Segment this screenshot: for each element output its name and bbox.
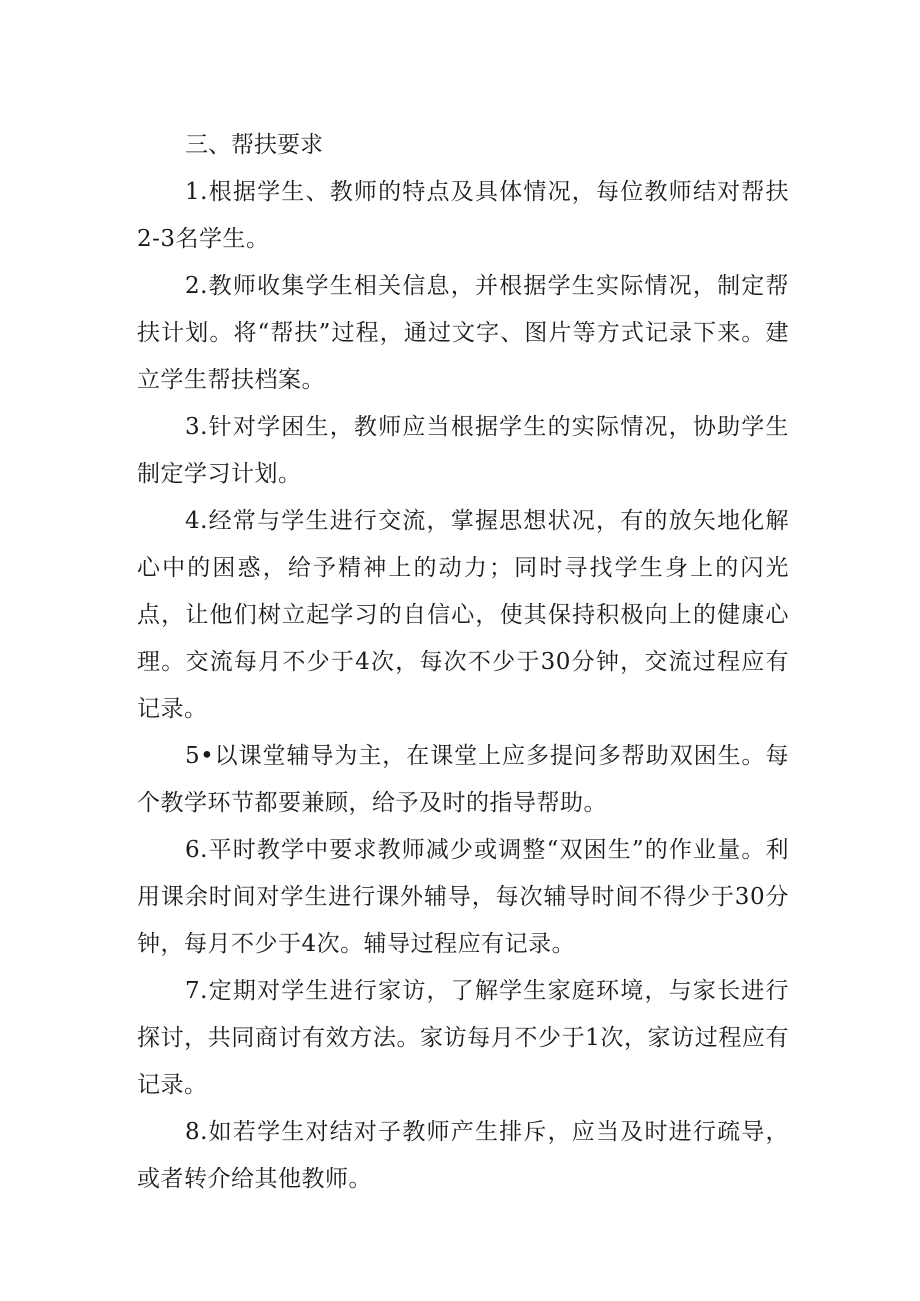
document-body xyxy=(137,122,789,1203)
requirement-item-2: 2.教师收集学生相关信息，并根据学生实际情况，制定帮扶计划。将“帮扶”过程，通过文字、图片等方式记录下来。建立学生帮扶档案。 xyxy=(137,273,789,393)
requirement-item-3: 3.针对学困生，教师应当根据学生的实际情况，协助学生制定学习计划。 xyxy=(137,414,789,487)
requirement-item-1: 1.根据学生、教师的特点及具体情况，每位教师结对帮扶2-3名学生。 xyxy=(137,179,789,252)
requirement-item-5: 5•以课堂辅导为主，在课堂上应多提问多帮助双困生。每个教学环节都要兼顾，给予及时的指导帮助。 xyxy=(137,743,789,816)
section-heading: 三、帮扶要求 xyxy=(185,132,323,158)
requirement-item-8: 8.如若学生对结对子教师产生排斥，应当及时进行疏导，或者转介给其他教师。 xyxy=(137,1119,789,1192)
requirement-item-4: 4.经常与学生进行交流，掌握思想状况，有的放矢地化解心中的困惑，给予精神上的动力；同时寻找学生身上的闪光点，让他们树立起学习的自信心，使其保持积极向上的健康心理。交流每月不少于4次，每次不少于30分钟，交流过程应有记录。 xyxy=(137,508,789,722)
requirement-item-6: 6.平时教学中要求教师减少或调整“双困生”的作业量。利用课余时间对学生进行课外辅导，每次辅导时间不得少于30分钟，每月不少于4次。辅导过程应有记录。 xyxy=(137,837,789,957)
requirement-item-7: 7.定期对学生进行家访，了解学生家庭环境，与家长进行探讨，共同商讨有效方法。家访每月不少于1次，家访过程应有记录。 xyxy=(137,978,789,1098)
